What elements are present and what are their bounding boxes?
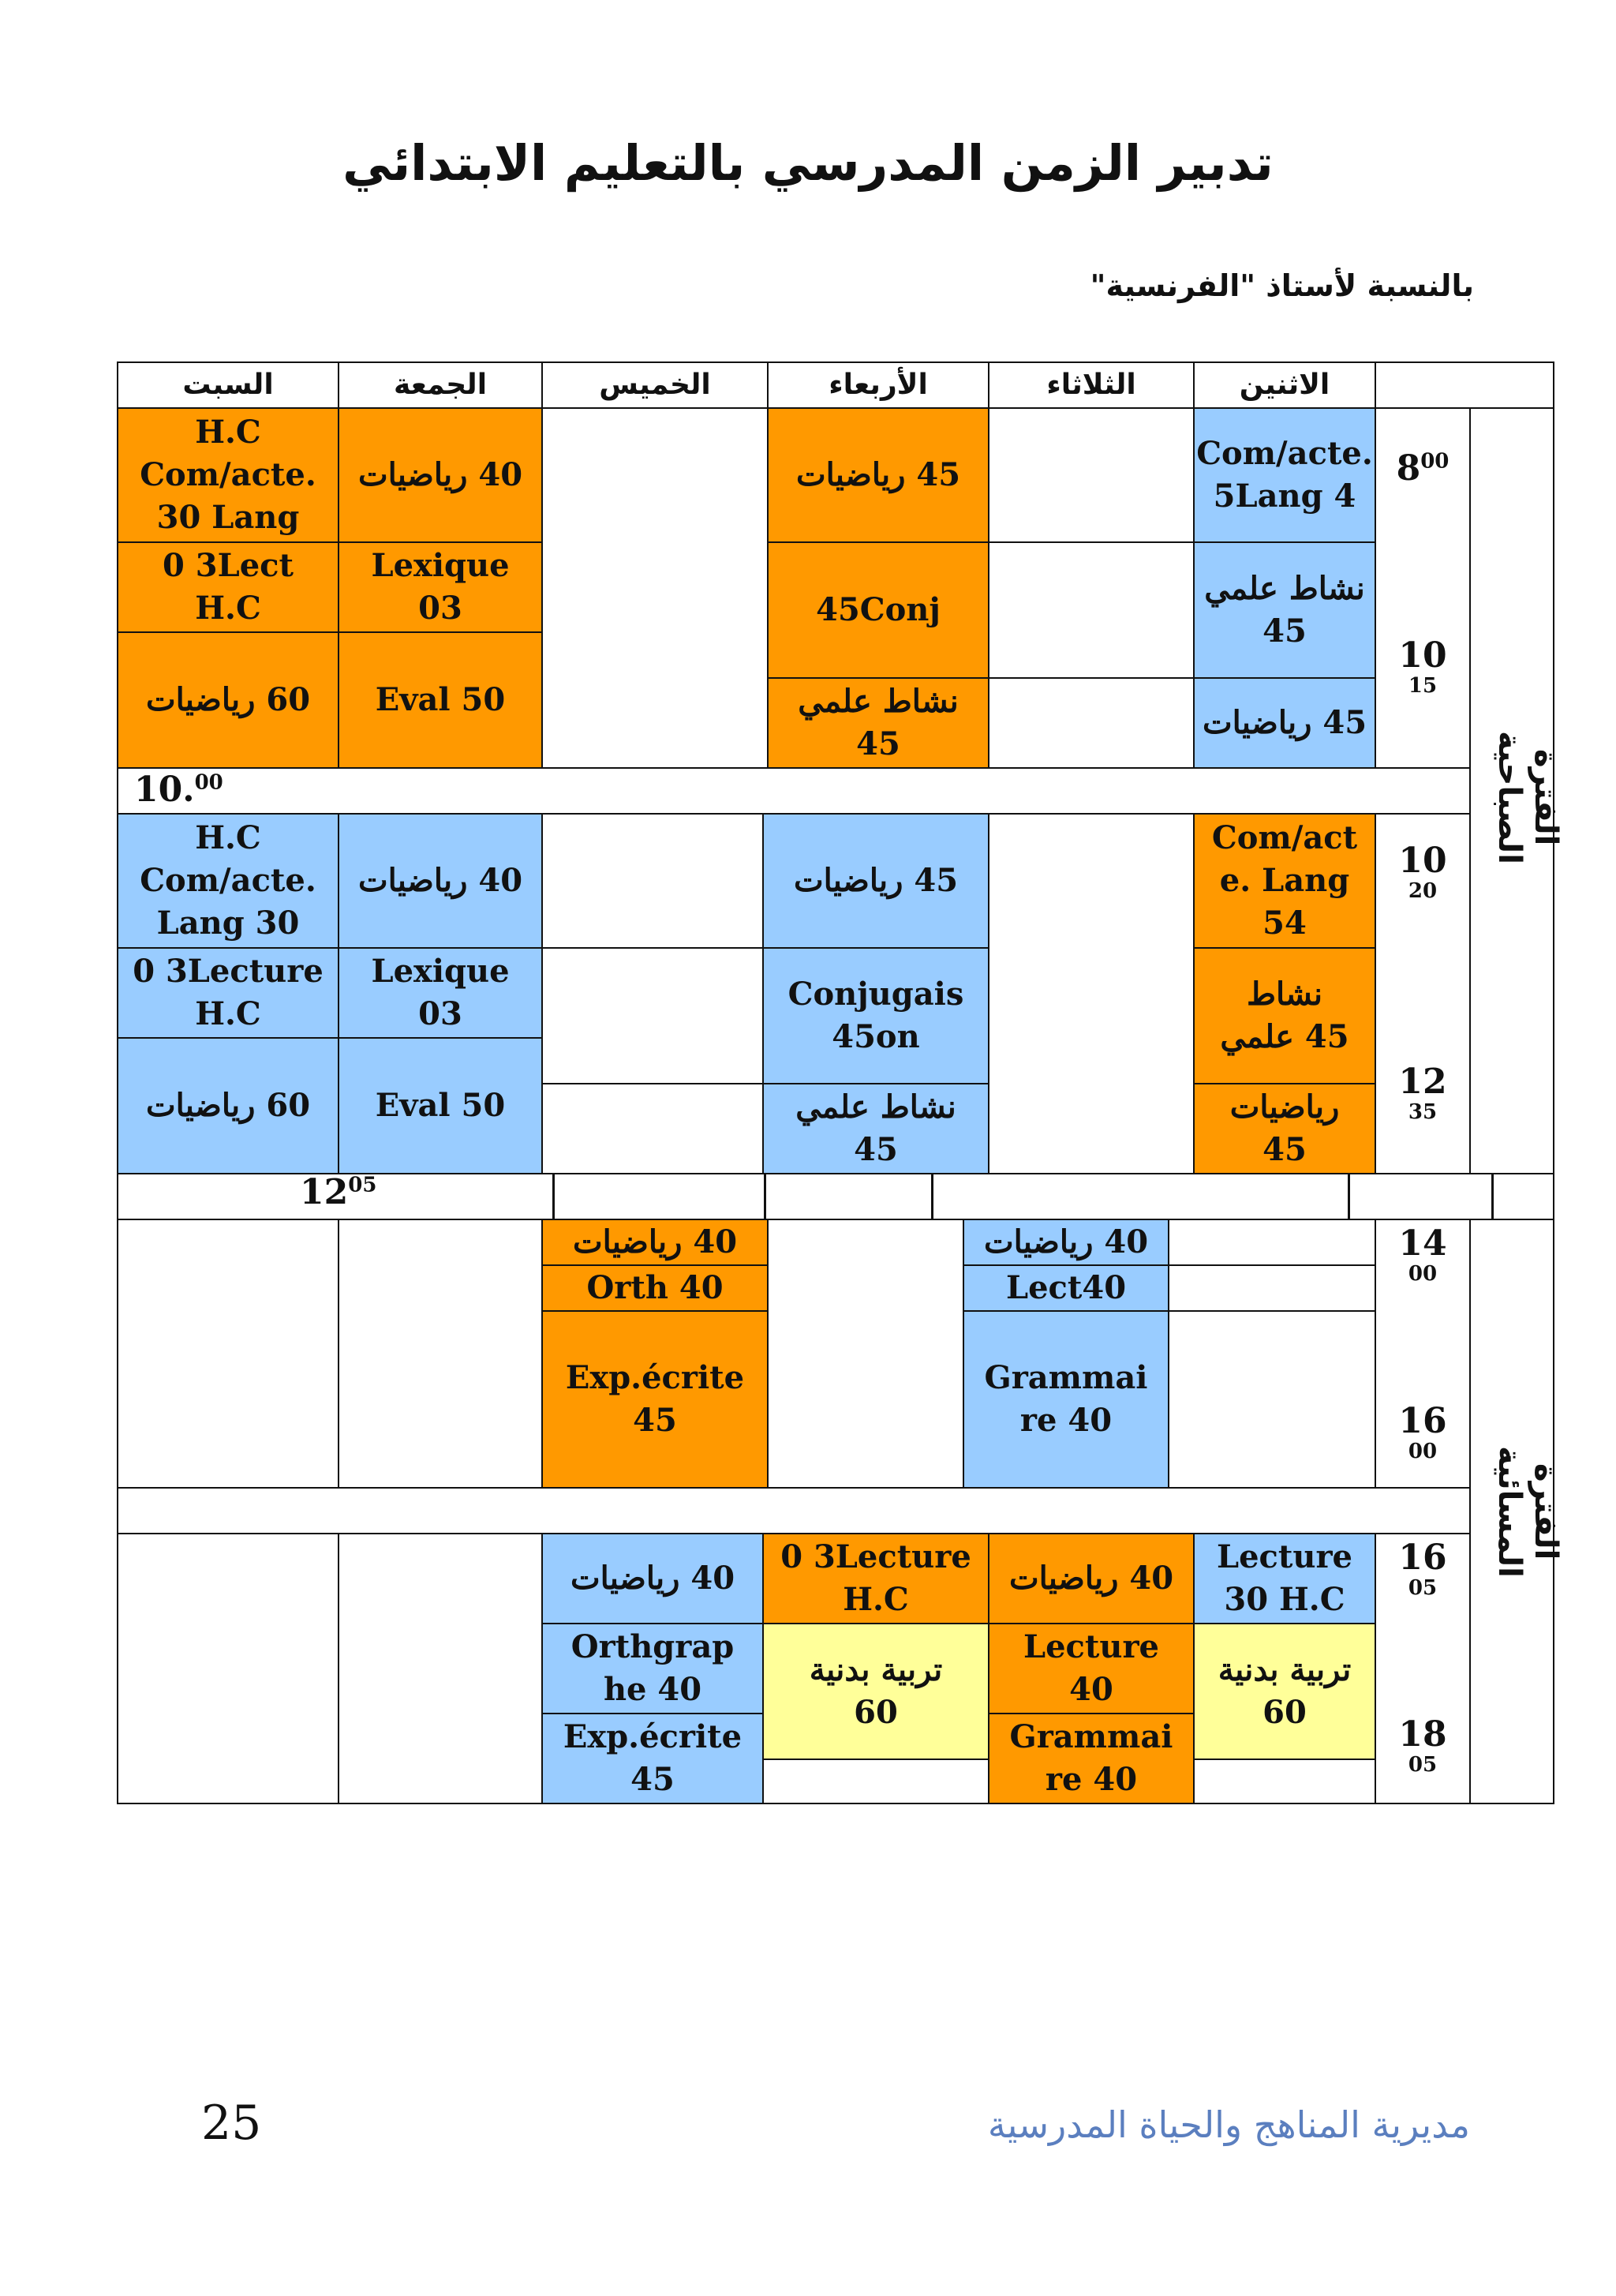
day-header-tuesday: الثلاثاء (988, 361, 1195, 409)
tue-cell-3: Grammai re 40 (963, 1310, 1169, 1489)
time-1400: 14 00 (1398, 1223, 1447, 1286)
wed-cell-1: 45 رياضيات (767, 407, 989, 543)
time-1000: 10.00 (134, 770, 223, 810)
sat-cell-6: 60 رياضيات (117, 1037, 339, 1174)
thu-cell-4: 40 رياضيات (541, 1533, 764, 1624)
sat-empty-2 (117, 1533, 339, 1804)
mon-cell-1: Com/acte. 5Lang 4 (1193, 407, 1376, 543)
tue-cell-4: 40 رياضيات (988, 1533, 1195, 1624)
mon-empty-4 (1193, 1759, 1376, 1804)
break-row-3 (117, 1487, 1471, 1534)
thu-cell-5: Orthgrap he 40 (541, 1623, 764, 1714)
mon-cell-8: تربية بدنية 60 (1193, 1623, 1376, 1760)
fri-cell-3: Eval 50 (338, 631, 543, 769)
page-title: تدبير الزمن المدرسي بالتعليم الابتدائي (342, 134, 1274, 192)
mon-empty-1 (1168, 1219, 1376, 1266)
fri-empty-2 (338, 1533, 543, 1804)
wed-cell-2: 45Conj (767, 541, 989, 679)
thu-empty-3 (541, 947, 764, 1084)
evening-period-label: الفترة المسائية (1491, 1445, 1564, 1578)
wed-cell-5: Conjugais 45on (762, 947, 989, 1084)
fri-cell-6: Eval 50 (338, 1037, 543, 1174)
wed-empty-1 (767, 1219, 964, 1489)
time-1205: $12^{05}$ (300, 1172, 377, 1212)
page-number: 25 (201, 2096, 262, 2151)
time-1015: 10 15 (1398, 635, 1447, 698)
thu-empty-2 (541, 813, 764, 949)
fri-cell-2: Lexique 03 (338, 541, 543, 633)
time-1805: 18 05 (1398, 1714, 1447, 1777)
fri-cell-5: Lexique 03 (338, 947, 543, 1039)
sat-cell-1: H.C Com/acte. 30 Lang (117, 407, 339, 543)
mon-cell-4: Com/act e. Lang 54 (1193, 813, 1376, 949)
mon-cell-6: رياضيات 45 (1193, 1083, 1376, 1174)
sat-cell-5: 0 3Lecture H.C (117, 947, 339, 1039)
sat-cell-2: 0 3Lect H.C (117, 541, 339, 633)
thu-cell-2: Orth 40 (541, 1264, 769, 1312)
wed-cell-7: 0 3Lecture H.C (762, 1533, 989, 1624)
wed-cell-3: نشاط علمي 45 (767, 677, 989, 769)
time-1605: 16 05 (1398, 1538, 1447, 1600)
tue-cell-5: Lecture 40 (988, 1623, 1195, 1714)
tue-empty-3 (988, 677, 1195, 769)
wed-cell-8: تربية بدنية 60 (762, 1623, 989, 1760)
break-divider (764, 1173, 766, 1220)
thu-cell-1: 40 رياضيات (541, 1219, 769, 1266)
wed-cell-4: 45 رياضيات (762, 813, 989, 949)
mon-empty-2 (1168, 1264, 1376, 1312)
break-row-1 (117, 767, 1471, 815)
day-header-wednesday: الأربعاء (767, 361, 989, 409)
fri-cell-1: 40 رياضيات (338, 407, 543, 543)
thu-cell-3: Exp.écrite 45 (541, 1310, 769, 1489)
mon-cell-7: Lecture 30 H.C (1193, 1533, 1376, 1624)
day-header-friday: الجمعة (338, 361, 543, 409)
footer-text: مديرية المناهج والحياة المدرسية (987, 2103, 1470, 2146)
time-0800: $8^{00}$ (1396, 448, 1450, 489)
wed-cell-6: نشاط علمي 45 (762, 1083, 989, 1174)
sat-cell-4: H.C Com/acte. Lang 30 (117, 813, 339, 949)
time-1600: 16 00 (1398, 1401, 1447, 1463)
morning-period-label: الفترة الصباحية (1491, 730, 1564, 864)
thu-cell-6: Exp.écrite 45 (541, 1713, 764, 1804)
fri-cell-4: 40 رياضيات (338, 813, 543, 949)
tue-cell-2: Lect40 (963, 1264, 1169, 1312)
thu-empty-1 (541, 407, 769, 769)
mon-cell-2: نشاط علمي 45 (1193, 541, 1376, 679)
mon-cell-3: 45 رياضيات (1193, 677, 1376, 769)
time-1235: 12 35 (1398, 1062, 1447, 1124)
break-divider (552, 1173, 555, 1220)
fri-empty-1 (338, 1219, 543, 1489)
break-divider (1348, 1173, 1350, 1220)
page-subtitle: بالنسبة لأستاذ "الفرنسية" (1090, 268, 1474, 303)
tue-empty-2 (988, 541, 1195, 679)
tue-cell-6: Grammai re 40 (988, 1713, 1195, 1804)
time-1020: 10 20 (1398, 841, 1447, 903)
header-corner (1375, 361, 1554, 409)
mon-cell-5: نشاط 45 علمي (1193, 947, 1376, 1084)
wed-empty-2 (762, 1759, 989, 1804)
day-header-monday: الاثنين (1193, 361, 1376, 409)
mon-empty-3 (1168, 1310, 1376, 1489)
break-divider (931, 1173, 933, 1220)
tue-empty-4 (988, 813, 1195, 1174)
tue-empty-1 (988, 407, 1195, 543)
sat-empty-1 (117, 1219, 339, 1489)
sat-cell-3: 60 رياضيات (117, 631, 339, 769)
thu-empty-4 (541, 1083, 764, 1174)
break-divider (1491, 1173, 1494, 1220)
day-header-saturday: السبت (117, 361, 339, 409)
tue-cell-1: 40 رياضيات (963, 1219, 1169, 1266)
day-header-thursday: الخميس (541, 361, 769, 409)
